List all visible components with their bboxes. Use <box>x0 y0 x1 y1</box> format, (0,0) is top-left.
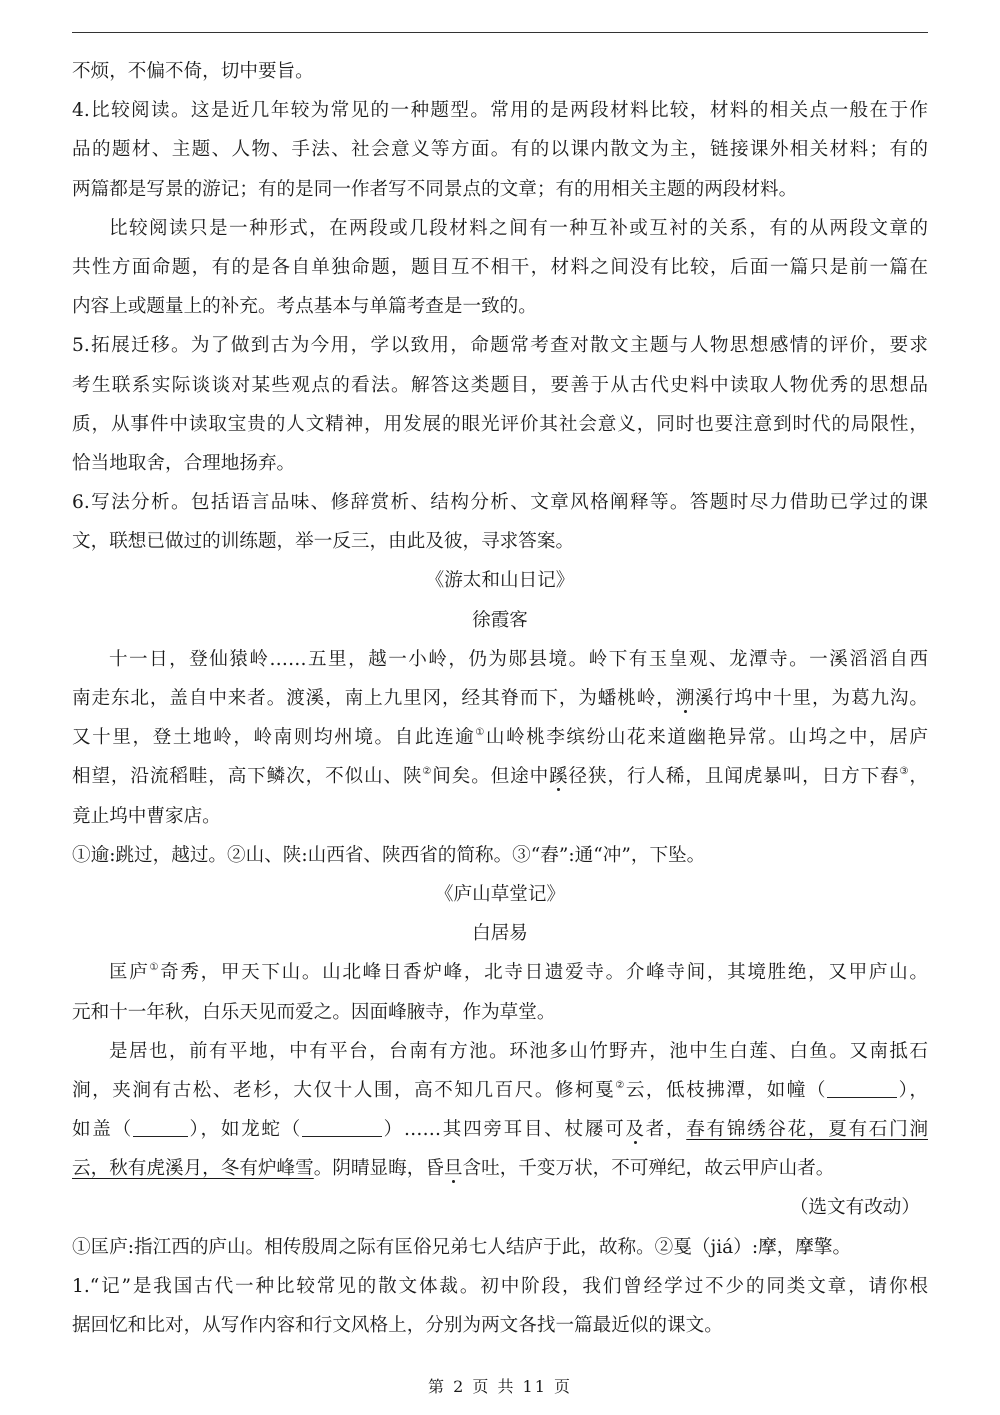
section-heading <box>72 914 928 953</box>
text-line <box>72 91 928 130</box>
text-segment: 间矣。但途中 <box>432 766 550 788</box>
text-segment: 《游太和山日记》 <box>425 570 575 592</box>
text-segment: 涧，夹涧有古松、老杉，大仅十人围，高不知几百尺。修柯戛 <box>72 1079 616 1101</box>
document-body <box>72 52 928 1345</box>
footnote-marker: ② <box>615 1079 626 1091</box>
fill-in-blank[interactable] <box>827 1079 897 1098</box>
text-segment: ），如龙蛇（ <box>187 1119 302 1141</box>
text-segment: 文，联想已做过的训练题，举一反三，由此及彼，寻求答案。 <box>72 531 575 553</box>
text-segment: 云，低枝拂潭，如幢（ <box>625 1079 828 1101</box>
text-segment: 白居易 <box>472 923 528 945</box>
text-line <box>72 287 928 326</box>
text-segment: 5.拓展迁移。为了做到古为今用，学以致用，命题常考查对散文主题与人物思想感情的评价，要求 <box>72 335 928 357</box>
text-line <box>72 718 928 757</box>
emphasis-char: 溯 <box>675 688 696 709</box>
text-line <box>72 679 928 718</box>
text-segment: 《庐山草堂记》 <box>434 883 566 905</box>
text-segment: 比较阅读只是一种形式，在两段或几段材料之间有一种互补或互衬的关系，有的从两段文章的 <box>109 217 928 239</box>
text-segment: 两篇都是写景的游记；有的是同一作者写不同景点的文章；有的用相关主题的两段材料。 <box>72 178 798 200</box>
text-segment: 又十里，登土地岭，岭南则均州境。自此连逾 <box>72 727 476 749</box>
text-line <box>72 1188 928 1227</box>
fill-in-blank[interactable] <box>302 1118 382 1137</box>
text-segment: 元和十一年秋，白乐天见而爱之。因面峰腋寺，作为草堂。 <box>72 1001 556 1023</box>
text-line <box>72 797 928 836</box>
text-segment: ）……其四旁耳目、杖屦可 <box>381 1119 626 1141</box>
text-line <box>72 326 928 365</box>
text-segment: 含吐，千变万状，不可殚纪，故云甲庐山者。 <box>462 1158 835 1180</box>
text-segment: 是居也，前有平地，中有平台，台南有方池。环池多山竹野卉，池中生白莲、白鱼。又南抵石 <box>109 1040 928 1062</box>
emphasis-char: 旦 <box>443 1158 463 1180</box>
text-line <box>72 1071 928 1110</box>
text-line <box>72 1306 928 1345</box>
footnote-marker: ① <box>475 727 486 739</box>
text-segment: 4.比较阅读。这是近几年较为常见的一种题型。常用的是两段材料比较，材料的相关点一般在于作 <box>72 100 928 122</box>
section-heading <box>72 601 928 640</box>
text-segment: 内容上或题量上的补充。考点基本与单篇考查是一致的。 <box>72 296 537 318</box>
text-line <box>72 1032 928 1071</box>
emphasis-char: 蹊 <box>549 766 569 788</box>
text-line <box>72 1149 928 1188</box>
text-segment: 溪行坞中十里，为葛九沟。 <box>695 688 928 709</box>
page-footer: 第 2 页 共 11 页 <box>428 1377 572 1396</box>
text-segment: ①匡庐:指江西的庐山。相传殷周之际有匡俗兄弟七人结庐于此，故称。②戛（jiá）:摩，摩擎。 <box>72 1236 852 1258</box>
underlined-text: 云，秋有虎溪月，冬有炉峰雪 <box>72 1158 314 1180</box>
text-line <box>72 1228 928 1267</box>
text-segment: 共性方面命题，有的是各自单独命题，题目互不相干，材料之间没有比较，后面一篇只是前一篇在 <box>72 256 928 278</box>
text-segment: 不烦，不偏不倚，切中要旨。 <box>72 61 314 82</box>
text-segment: 6.写法分析。包括语言品味、修辞赏析、结构分析、文章风格阐释等。答题时尽力借助已学过的课 <box>72 492 928 514</box>
text-segment: ①逾:跳过，越过。②山、陕:山西省、陕西省的简称。③“舂”:通“冲”，下坠。 <box>72 844 706 866</box>
footnote-marker: ① <box>149 962 161 974</box>
text-line <box>72 640 928 679</box>
text-line <box>72 405 928 444</box>
text-line <box>72 170 928 209</box>
text-segment: 竟止坞中曹家店。 <box>72 805 221 827</box>
text-line <box>72 52 928 91</box>
text-line <box>72 483 928 522</box>
text-line <box>72 757 928 796</box>
text-line <box>72 1267 928 1306</box>
text-segment: （选文有改动） <box>789 1197 920 1219</box>
fill-in-blank[interactable] <box>133 1118 188 1137</box>
text-segment: 径狭，行人稀，且闻虎暴叫，日方下舂 <box>568 766 900 788</box>
text-segment: 质，从事件中读取宝贵的人文精神，用发展的眼光评价其社会意义，同时也要注意到时代的局限性， <box>72 413 928 435</box>
footnote-marker: ② <box>422 766 433 778</box>
text-segment: 十一日，登仙猿岭……五里，越一小岭，仍为郧县境。岭下有玉皇观、龙潭寺。一溪滔滔自西 <box>109 648 928 670</box>
text-line <box>72 366 928 405</box>
text-segment: 南走东北，盖自中来者。渡溪，南上九里冈，经其脊而下，为蟠桃岭， <box>72 688 676 709</box>
text-segment: 。阴晴显晦，昏 <box>313 1158 444 1180</box>
text-line <box>72 522 928 561</box>
footnote-marker: ③ <box>899 766 910 778</box>
text-segment: 山岭桃李缤纷山花来道幽艳异常。山坞之中，居庐 <box>485 727 928 749</box>
text-line <box>72 1110 928 1149</box>
text-segment: 匡庐 <box>109 962 150 984</box>
text-segment: 徐霞客 <box>472 609 528 631</box>
section-heading <box>72 875 928 914</box>
text-segment: 品的题材、主题、人物、手法、社会意义等方面。有的以课内散文为主，链接课外相关材料；有的 <box>72 139 928 161</box>
emphasis-char: 及 <box>625 1119 646 1141</box>
header-rule <box>72 32 928 33</box>
text-line <box>72 993 928 1032</box>
text-segment: 1.“记”是我国古代一种比较常见的散文体裁。初中阶段，我们曾经学过不少的同类文章，请你根 <box>72 1275 928 1297</box>
text-segment: ）， <box>897 1079 928 1101</box>
text-segment: 恰当地取舍，合理地扬弃。 <box>72 452 296 474</box>
underlined-text: 春有锦绣谷花，夏有石门涧 <box>686 1119 928 1141</box>
text-segment: 者， <box>645 1119 687 1141</box>
text-segment: 考生联系实际谈谈对某些观点的看法。解答这类题目，要善于从古代史料中读取人物优秀的思想品 <box>72 374 928 396</box>
text-segment: ， <box>909 766 928 788</box>
text-line <box>72 130 928 169</box>
text-line <box>72 836 928 875</box>
text-line <box>72 444 928 483</box>
text-line <box>72 248 928 287</box>
text-segment: 如盖（ <box>72 1119 133 1141</box>
text-line <box>72 209 928 248</box>
text-line <box>72 953 928 992</box>
section-heading <box>72 561 928 600</box>
text-segment: 奇秀，甲天下山。山北峰日香炉峰，北寺日遗爱寺。介峰寺间，其境胜绝，又甲庐山。 <box>160 962 928 984</box>
text-segment: 据回忆和比对，从写作内容和行文风格上，分别为两文各找一篇最近似的课文。 <box>72 1315 723 1336</box>
text-segment: 相望，沿流稻畦，高下鳞次，不似山、陕 <box>72 766 423 788</box>
